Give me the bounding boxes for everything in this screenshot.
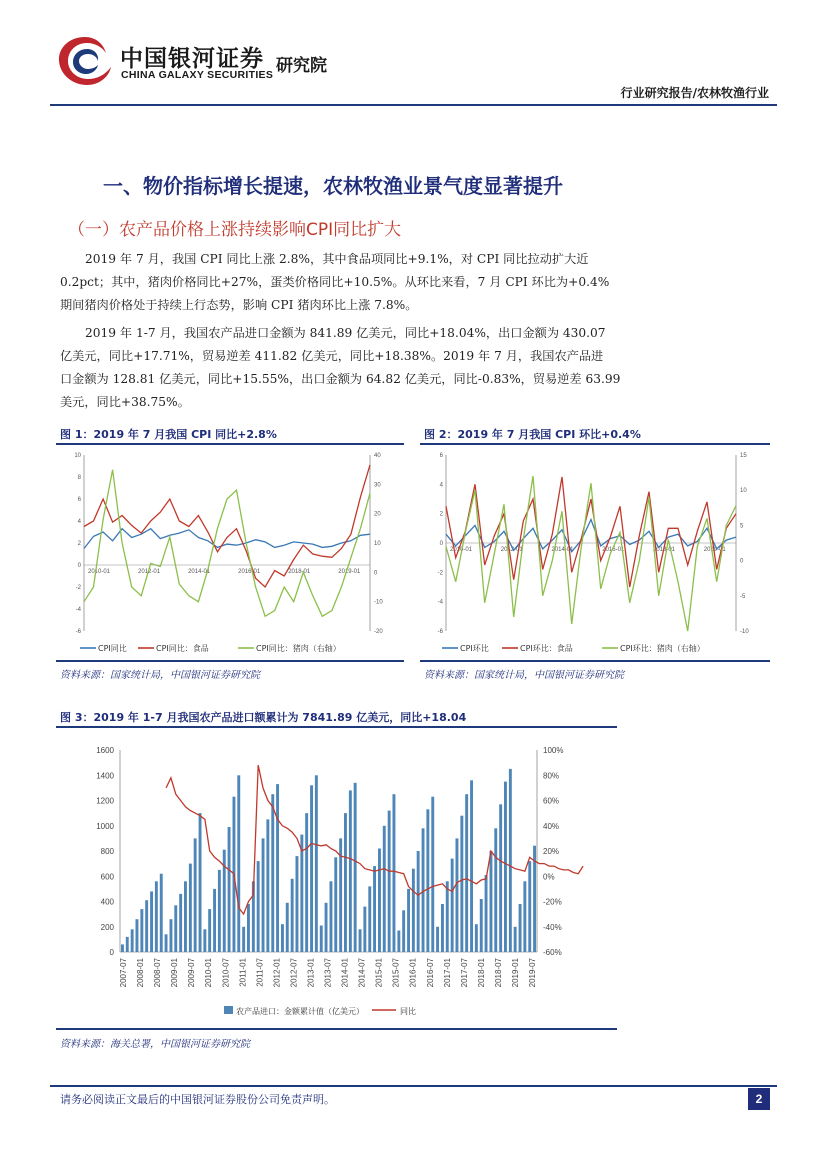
series-line-2 <box>84 465 370 587</box>
bar <box>402 910 405 952</box>
x-tick-label: 2012-01 <box>138 569 161 575</box>
x-tick-label: 2010-01 <box>450 547 473 553</box>
bar <box>266 819 269 952</box>
bar <box>271 794 274 952</box>
bar <box>213 889 216 952</box>
section-heading: 一、物价指标增长提速，农林牧渔业景气度显著提升 <box>103 174 563 198</box>
bar <box>179 894 182 952</box>
bar <box>194 838 197 952</box>
x-tick-label: 2015-07 <box>391 958 401 988</box>
bar <box>373 866 376 952</box>
paragraph-2-line-4: 美元，同比+38.75%。 <box>60 395 190 409</box>
x-tick-label: 2008-01 <box>136 958 146 988</box>
bar <box>237 775 240 952</box>
y-right-tick-label: 10 <box>374 541 381 547</box>
x-tick-label: 2012-01 <box>272 958 282 988</box>
x-tick-label: 2014-07 <box>357 958 367 988</box>
series-line-2 <box>446 477 736 587</box>
bar <box>199 813 202 952</box>
bar <box>368 886 371 952</box>
bar <box>349 790 352 952</box>
y-left-tick-label: -6 <box>437 629 443 635</box>
y-left-tick-label: -2 <box>437 570 443 577</box>
figure-1-bottom-rule <box>56 660 404 662</box>
bar <box>286 903 289 952</box>
bar <box>499 804 502 952</box>
y-left-tick-label: 2 <box>439 511 443 518</box>
footer-disclaimer: 请务必阅读正文最后的中国银河证券股份公司免责声明。 <box>60 1093 335 1106</box>
bar <box>344 813 347 952</box>
y-left-tick-label: 600 <box>100 872 114 882</box>
bar <box>262 838 265 952</box>
y-left-tick-label: -4 <box>75 607 81 613</box>
figure-3-source: 资料来源：海关总署，中国银河证券研究院 <box>60 1039 250 1050</box>
bar <box>354 783 357 952</box>
x-tick-label: 2016-07 <box>425 958 435 988</box>
figure-3-bottom-rule <box>56 1028 617 1030</box>
bar <box>218 870 221 952</box>
bar <box>519 904 522 952</box>
subsection-heading: （一）农产品价格上涨持续影响CPI同比扩大 <box>68 220 402 240</box>
bar <box>281 924 284 952</box>
x-tick-label: 2015-01 <box>374 958 384 988</box>
bar <box>174 905 177 952</box>
bar <box>407 889 410 952</box>
y-left-tick-label: 0 <box>439 541 443 547</box>
page-number: 2 <box>748 1088 770 1110</box>
x-tick-label: 2016-01 <box>408 958 418 988</box>
bar <box>480 899 483 952</box>
y-left-tick-label: -4 <box>437 599 443 606</box>
y-left-tick-label: 800 <box>100 847 114 856</box>
bar <box>446 881 449 952</box>
bar <box>320 926 323 953</box>
paragraph-2-line-2: 亿美元，同比+17.71%，贸易逆差 411.82 亿美元，同比+18.38%。2019 年 7 月，我国农产品进 <box>60 349 604 363</box>
bar <box>494 828 497 952</box>
y-left-tick-label: 200 <box>100 922 114 932</box>
bar <box>300 835 303 952</box>
bar <box>242 927 245 952</box>
x-tick-label: 2018-01 <box>288 569 311 575</box>
x-tick-label: 2010-01 <box>88 569 111 575</box>
bar <box>325 903 328 952</box>
x-tick-label: 2017-01 <box>442 958 452 988</box>
bar <box>490 851 493 952</box>
bar <box>412 869 415 952</box>
y-right-tick-label: 40 <box>374 453 381 459</box>
bar <box>121 944 124 952</box>
bar <box>126 937 129 952</box>
figure-1-chart <box>56 447 404 657</box>
bar <box>131 929 134 952</box>
y-left-tick-label: 1200 <box>96 796 114 806</box>
x-tick-label: 2014-01 <box>188 569 211 575</box>
y-left-tick-label: 10 <box>74 453 81 459</box>
y-left-tick-label: 1600 <box>96 746 114 755</box>
bar <box>514 927 517 952</box>
y-right-tick-label: 100% <box>543 746 564 755</box>
paragraph-2-line-1: 2019 年 1-7 月，我国农产品进口金额为 841.89 亿美元，同比+18.04%，出口金额为 430.07 <box>85 326 606 340</box>
y-right-tick-label: -20% <box>543 897 562 907</box>
figure-2-title: 图 2：2019 年 7 月我国 CPI 环比+0.4% <box>424 428 641 441</box>
figure-1-top-rule <box>56 443 404 445</box>
bar <box>523 881 526 952</box>
paragraph-1 <box>60 248 623 317</box>
x-tick-label: 2018-07 <box>493 958 503 988</box>
bar <box>305 813 308 952</box>
brand-cn: 中国银河证券 <box>120 46 264 72</box>
legend-label: CPI同比 <box>98 644 127 653</box>
y-right-tick-label: 30 <box>374 482 381 489</box>
x-tick-label: 2019-01 <box>510 958 520 988</box>
y-right-tick-label: 5 <box>740 523 744 530</box>
header-rule <box>50 104 777 106</box>
y-right-tick-label: -10 <box>374 599 383 606</box>
bar <box>378 849 381 953</box>
y-right-tick-label: -40% <box>543 922 562 932</box>
legend-label: 同比 <box>400 1007 416 1016</box>
bar <box>160 874 163 952</box>
bar <box>150 891 153 952</box>
x-tick-label: 2009-07 <box>187 958 197 988</box>
figure-1-title: 图 1：2019 年 7 月我国 CPI 同比+2.8% <box>60 428 277 441</box>
bar <box>334 857 337 952</box>
series-line-3 <box>84 470 370 617</box>
y-right-tick-label: 0 <box>374 570 378 577</box>
y-right-tick-label: 20% <box>543 847 560 856</box>
paragraph-2-line-3: 口金额为 128.81 亿美元，同比+15.55%，出口金额为 64.82 亿美元，同比-0.83%，贸易逆差 63.99 <box>60 372 621 386</box>
y-left-tick-label: 1000 <box>96 821 114 831</box>
x-tick-label: 2014-01 <box>340 958 350 988</box>
y-left-tick-label: 400 <box>100 897 114 907</box>
figure-3-title: 图 3：2019 年 1-7 月我国农产品进口额累计为 7841.89 亿美元，同比+18.04 <box>60 711 467 724</box>
bar <box>441 904 444 952</box>
figure-1-source: 资料来源：国家统计局，中国银河证券研究院 <box>60 670 260 681</box>
bar <box>383 826 386 952</box>
y-left-tick-label: 0 <box>77 563 81 569</box>
y-left-tick-label: 1400 <box>96 771 114 781</box>
y-left-tick-label: 6 <box>439 453 443 459</box>
x-tick-label: 2007-07 <box>119 958 128 988</box>
bar <box>257 861 260 952</box>
bar <box>456 838 459 952</box>
bar <box>189 864 192 952</box>
bar <box>451 859 454 952</box>
x-tick-label: 2012-07 <box>289 958 299 988</box>
bar <box>470 780 473 952</box>
x-tick-label: 2018-01 <box>653 547 676 553</box>
bar <box>145 900 148 952</box>
bar <box>315 775 318 952</box>
x-tick-label: 2016-01 <box>602 547 625 553</box>
bar <box>228 827 231 952</box>
paragraph-1-line-1: 2019 年 7 月，我国 CPI 同比上涨 2.8%，其中食品项同比+9.1%，对 CPI 同比拉动扩大近 <box>85 252 589 266</box>
bar <box>296 856 299 952</box>
y-left-tick-label: 8 <box>77 475 81 481</box>
y-right-tick-label: 40% <box>543 821 560 831</box>
bar <box>504 782 507 952</box>
bar <box>460 816 463 952</box>
bar <box>363 907 366 952</box>
y-right-tick-label: 15 <box>740 453 747 459</box>
y-right-tick-label: 20 <box>374 511 381 518</box>
y-right-tick-label: 80% <box>543 771 560 781</box>
bar <box>136 919 139 952</box>
institute-name: 研究院 <box>276 56 327 76</box>
figure-3-chart <box>56 732 617 1022</box>
report-type: 行业研究报告/农林牧渔行业 <box>620 86 769 100</box>
x-tick-label: 2010-07 <box>221 958 231 988</box>
bar <box>485 875 488 952</box>
figure-2-top-rule <box>420 443 770 445</box>
x-tick-label: 2019-01 <box>338 569 361 575</box>
header <box>0 0 827 110</box>
y-right-tick-label: 0% <box>543 872 555 882</box>
x-tick-label: 2018-01 <box>476 958 486 988</box>
bar <box>397 931 400 953</box>
bar <box>184 881 187 952</box>
galaxy-logo-icon <box>55 33 115 89</box>
y-right-tick-label: -10 <box>740 629 749 635</box>
y-left-tick-label: 0 <box>109 948 114 957</box>
y-left-tick-label: 6 <box>77 497 81 503</box>
y-left-tick-label: -6 <box>75 629 81 635</box>
figure-2-bottom-rule <box>420 660 770 662</box>
y-right-tick-label: 0 <box>740 558 744 565</box>
legend-swatch-bar <box>224 1006 233 1014</box>
bar <box>170 919 173 952</box>
x-tick-label: 2019-01 <box>703 547 726 553</box>
bar <box>431 797 434 952</box>
bar <box>276 784 279 952</box>
bar <box>359 929 362 952</box>
brand-en: CHINA GALAXY SECURITIES <box>121 69 274 81</box>
x-tick-label: 2013-07 <box>323 958 333 988</box>
y-right-tick-label: -5 <box>740 593 746 600</box>
legend-label: CPI同比：猪肉（右轴） <box>256 644 341 653</box>
legend-label: CPI环比：食品 <box>520 644 573 653</box>
x-tick-label: 2013-01 <box>306 958 316 988</box>
legend-label: 农产品进口：金额累计值（亿美元） <box>236 1007 364 1016</box>
bar <box>436 927 439 952</box>
bar <box>330 881 333 952</box>
bar <box>208 909 211 952</box>
x-tick-label: 2008-07 <box>153 958 163 988</box>
bar <box>140 909 143 952</box>
y-left-tick-label: 4 <box>77 519 81 525</box>
bar <box>247 904 250 952</box>
paragraph-1-line-2: 0.2pct；其中，猪肉价格同比+27%，蛋类价格同比+10.5%。从环比来看，7 月 CPI 环比为+0.4% <box>60 275 610 289</box>
x-tick-label: 2014-01 <box>551 547 574 553</box>
y-right-tick-label: -20 <box>374 629 383 635</box>
legend-label: CPI环比 <box>460 644 489 653</box>
footer-rule <box>50 1085 777 1087</box>
bar <box>417 851 420 952</box>
bar <box>528 861 531 952</box>
x-tick-label: 2017-07 <box>459 958 469 988</box>
bar <box>465 794 468 952</box>
bar <box>426 809 429 952</box>
bar <box>509 769 512 952</box>
bar <box>475 924 478 952</box>
bar <box>203 929 206 952</box>
legend-label: CPI同比：食品 <box>156 644 209 653</box>
paragraph-1-line-3: 期间猪肉价格处于持续上行态势，影响 CPI 猪肉环比上涨 7.8%。 <box>60 298 418 312</box>
x-tick-label: 2012-01 <box>500 547 523 553</box>
paragraph-2 <box>60 322 623 414</box>
bar <box>155 881 158 952</box>
y-right-tick-label: 10 <box>740 488 747 495</box>
x-tick-label: 2011-07 <box>255 958 265 987</box>
bar <box>310 785 313 952</box>
x-tick-label: 2010-01 <box>204 958 214 988</box>
x-tick-label: 2009-01 <box>170 958 180 988</box>
bar <box>165 934 168 952</box>
bar <box>393 794 396 952</box>
x-tick-label: 2011-01 <box>238 958 248 987</box>
y-left-tick-label: 2 <box>77 541 81 547</box>
legend-label: CPI环比：猪肉（右轴） <box>620 644 705 653</box>
bar <box>422 828 425 952</box>
figure-2-chart <box>420 447 770 657</box>
bar <box>291 879 294 952</box>
y-right-tick-label: -60% <box>543 948 562 957</box>
y-left-tick-label: -2 <box>75 585 81 591</box>
figure-3-top-rule <box>56 726 617 728</box>
bar <box>388 811 391 952</box>
y-left-tick-label: 4 <box>439 482 443 489</box>
y-right-tick-label: 60% <box>543 796 560 806</box>
x-tick-label: 2019-07 <box>528 958 537 988</box>
x-tick-label: 2016-01 <box>238 569 261 575</box>
figure-2-source: 资料来源：国家统计局，中国银河证券研究院 <box>424 670 624 681</box>
